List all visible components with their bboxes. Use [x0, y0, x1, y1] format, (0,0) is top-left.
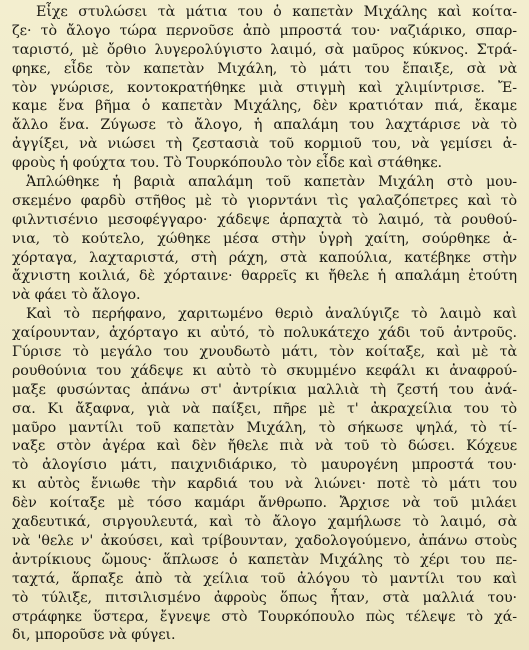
paragraph-1	[12, 3, 517, 173]
paragraph-3	[12, 305, 517, 645]
text-line: καμε ἕνα βῆμα ὁ καπετὰν Μιχάλης, δὲν κρατιόταν πιά, ἔκαμε	[12, 98, 517, 115]
text-line: νὰ φάει τὸ ἄλογο.	[12, 287, 141, 304]
text-line: χαίρουνταν, ἀχόρταγο κι αὐτό, τὸ πολυκάτεχο χάδι τοῦ ἀντροῦς.	[12, 325, 517, 342]
text-line: τὸν γνώρισε, κοντοκρατήθηκε μιὰ στιγμὴ καὶ χλιμίντρισε. Ἔ-	[12, 79, 517, 96]
text-line: μαξε φυσώντας ἀπάνω στ' ἀντρίκια μαλλιὰ τὴ ζεστή του ἀνά-	[12, 381, 517, 398]
text-line: νια, τὸ κούτελο, χώθηκε μέσα στὴν ὑγρὴ χαίτη, σούρθηκε ἀ-	[12, 230, 517, 247]
text-line: φιλντισένιο μεσοφέγγαρο· χάδεψε ἁρπαχτὰ τὸ λαιμό, τὰ ρουθού-	[12, 211, 517, 228]
text-line: Καὶ τὸ περήφανο, χαριτωμένο θεριὸ ἀναλύγιζε τὸ λαιμὸ καὶ	[26, 306, 517, 323]
text-line: Εἶχε στυλώσει τὰ μάτια του ὁ καπετὰν Μιχάλης καὶ κοίτα-	[36, 4, 517, 20]
text-line: ἄλλο ἕνα. Ζύγωσε τὸ ἄλογο, ἡ απαλάμη του λαχτάρισε νὰ τὸ	[12, 117, 517, 134]
text-line: ταριστό, μὲ ὄρθιο λυγερολύγιστο λαιμό, σὰ μαῦρος κύκνος. Στρά-	[12, 41, 517, 58]
text-line: τὸ ἀλογίσιο μάτι, παιχνιδιάρικο, τὸ μαυρογένη μπροστά του·	[12, 457, 517, 474]
text-line: σκεμένο φαρδὺ στῆθος μὲ τὸ γιορντάνι τὶς γαλαζόπετρες καὶ τὸ	[12, 192, 517, 209]
text-line: Γύρισε τὸ μεγάλο του χνουδωτὸ μάτι, τὸν κοίταξε, καὶ μὲ τὰ	[12, 344, 517, 361]
text-line: στράφηκε ὕστερα, ἔγνεψε στὸ Τουρκόπουλο πὼς τέλεψε τὸ χά-	[12, 608, 517, 625]
text-line: ζε· τὸ ἄλογο τώρα περνοῦσε ἀπὸ μπροστά του· ναζιάρικο, σπαρ-	[12, 22, 517, 39]
text-line: Ἁπλώθηκε ἡ βαριὰ απαλάμη τοῦ καπετὰν Μιχάλη στὸ μου-	[26, 174, 517, 191]
text-line: νὰ 'θελε ν' ἀκούσει, καὶ τρίβουνταν, χαδολογούμενο, ἀπάνω στοὺς	[12, 532, 517, 549]
paragraph-2	[12, 173, 517, 305]
text-line: ἀγγίξει, νὰ νιώσει τὴ ζεστασιὰ τοῦ κορμιοῦ του, νὰ γεμίσει ἀ-	[12, 136, 517, 153]
text-line: μαῦρο μαντίλι τοῦ καπετὰν Μιχάλη, τὸ σήκωσε ψηλά, τὸ τί-	[12, 419, 517, 436]
text-line: σα. Κι ἄξαφνα, γιὰ νὰ παίξει, πῆρε μὲ τ' ἀκραχείλια του τὸ	[12, 400, 517, 417]
page-text	[12, 3, 517, 645]
text-line: τὸ τύλιξε, πιτσιλισμένο ἀφροὺς ὅπως ἦταν, στὰ μαλλιά του·	[12, 589, 517, 606]
text-line: δὲν κοίταξε μὲ τόσο καμάρι ἄνθρωπο. Ἄρχισε νὰ τοῦ μιλάει	[12, 495, 517, 512]
text-line: φηκε, εἶδε τὸν καπετὰν Μιχάλη, τὸ μάτι του ἔπαιξε, σὰ νὰ	[12, 60, 517, 77]
text-line: χόρταγα, λαχταριστά, στὴ ράχη, στὰ καπούλια, κατέβηκε στὴν	[12, 249, 517, 266]
text-line: ναξε στὸν ἀγέρα καὶ δὲν ἤθελε πιὰ νὰ τοῦ τὸ δώσει. Κόχευε	[12, 438, 517, 455]
text-line: ρουθούνια του χάδεψε κι αὐτὸ τὸ σκυμμένο κεφάλι κι ἀναφρού-	[12, 362, 517, 379]
text-line: κι αὐτὸς ἔνιωθε τὴν καρδιά του νὰ λιώνει· ποτὲ τὸ μάτι του	[12, 476, 517, 493]
text-line: ἀντρίκιους ὤμους· ἅπλωσε ὁ καπετὰν Μιχάλης τὸ χέρι του πε-	[12, 551, 517, 568]
text-line: δι, μποροῦσε νὰ φύγει.	[12, 627, 176, 644]
text-line: χαδευτικά, σιργουλευτά, καὶ τὸ ἄλογο χαμήλωσε τὸ λαιμό, σὰ	[12, 514, 517, 531]
text-line: ταχτά, ἅρπαξε ἀπὸ τὰ χείλια τοῦ ἀλόγου τὸ μαντίλι του καὶ	[12, 570, 517, 587]
text-line: ἄχνιστη κοιλιά, δὲ χόρταινε· θαρρεῖς κι ἤθελε ἡ απαλάμη ἐτούτη	[12, 268, 517, 285]
text-line: φροὺς ἡ φούχτα του. Τὸ Τουρκόπουλο τὸν εἶδε καὶ στάθηκε.	[12, 155, 442, 172]
